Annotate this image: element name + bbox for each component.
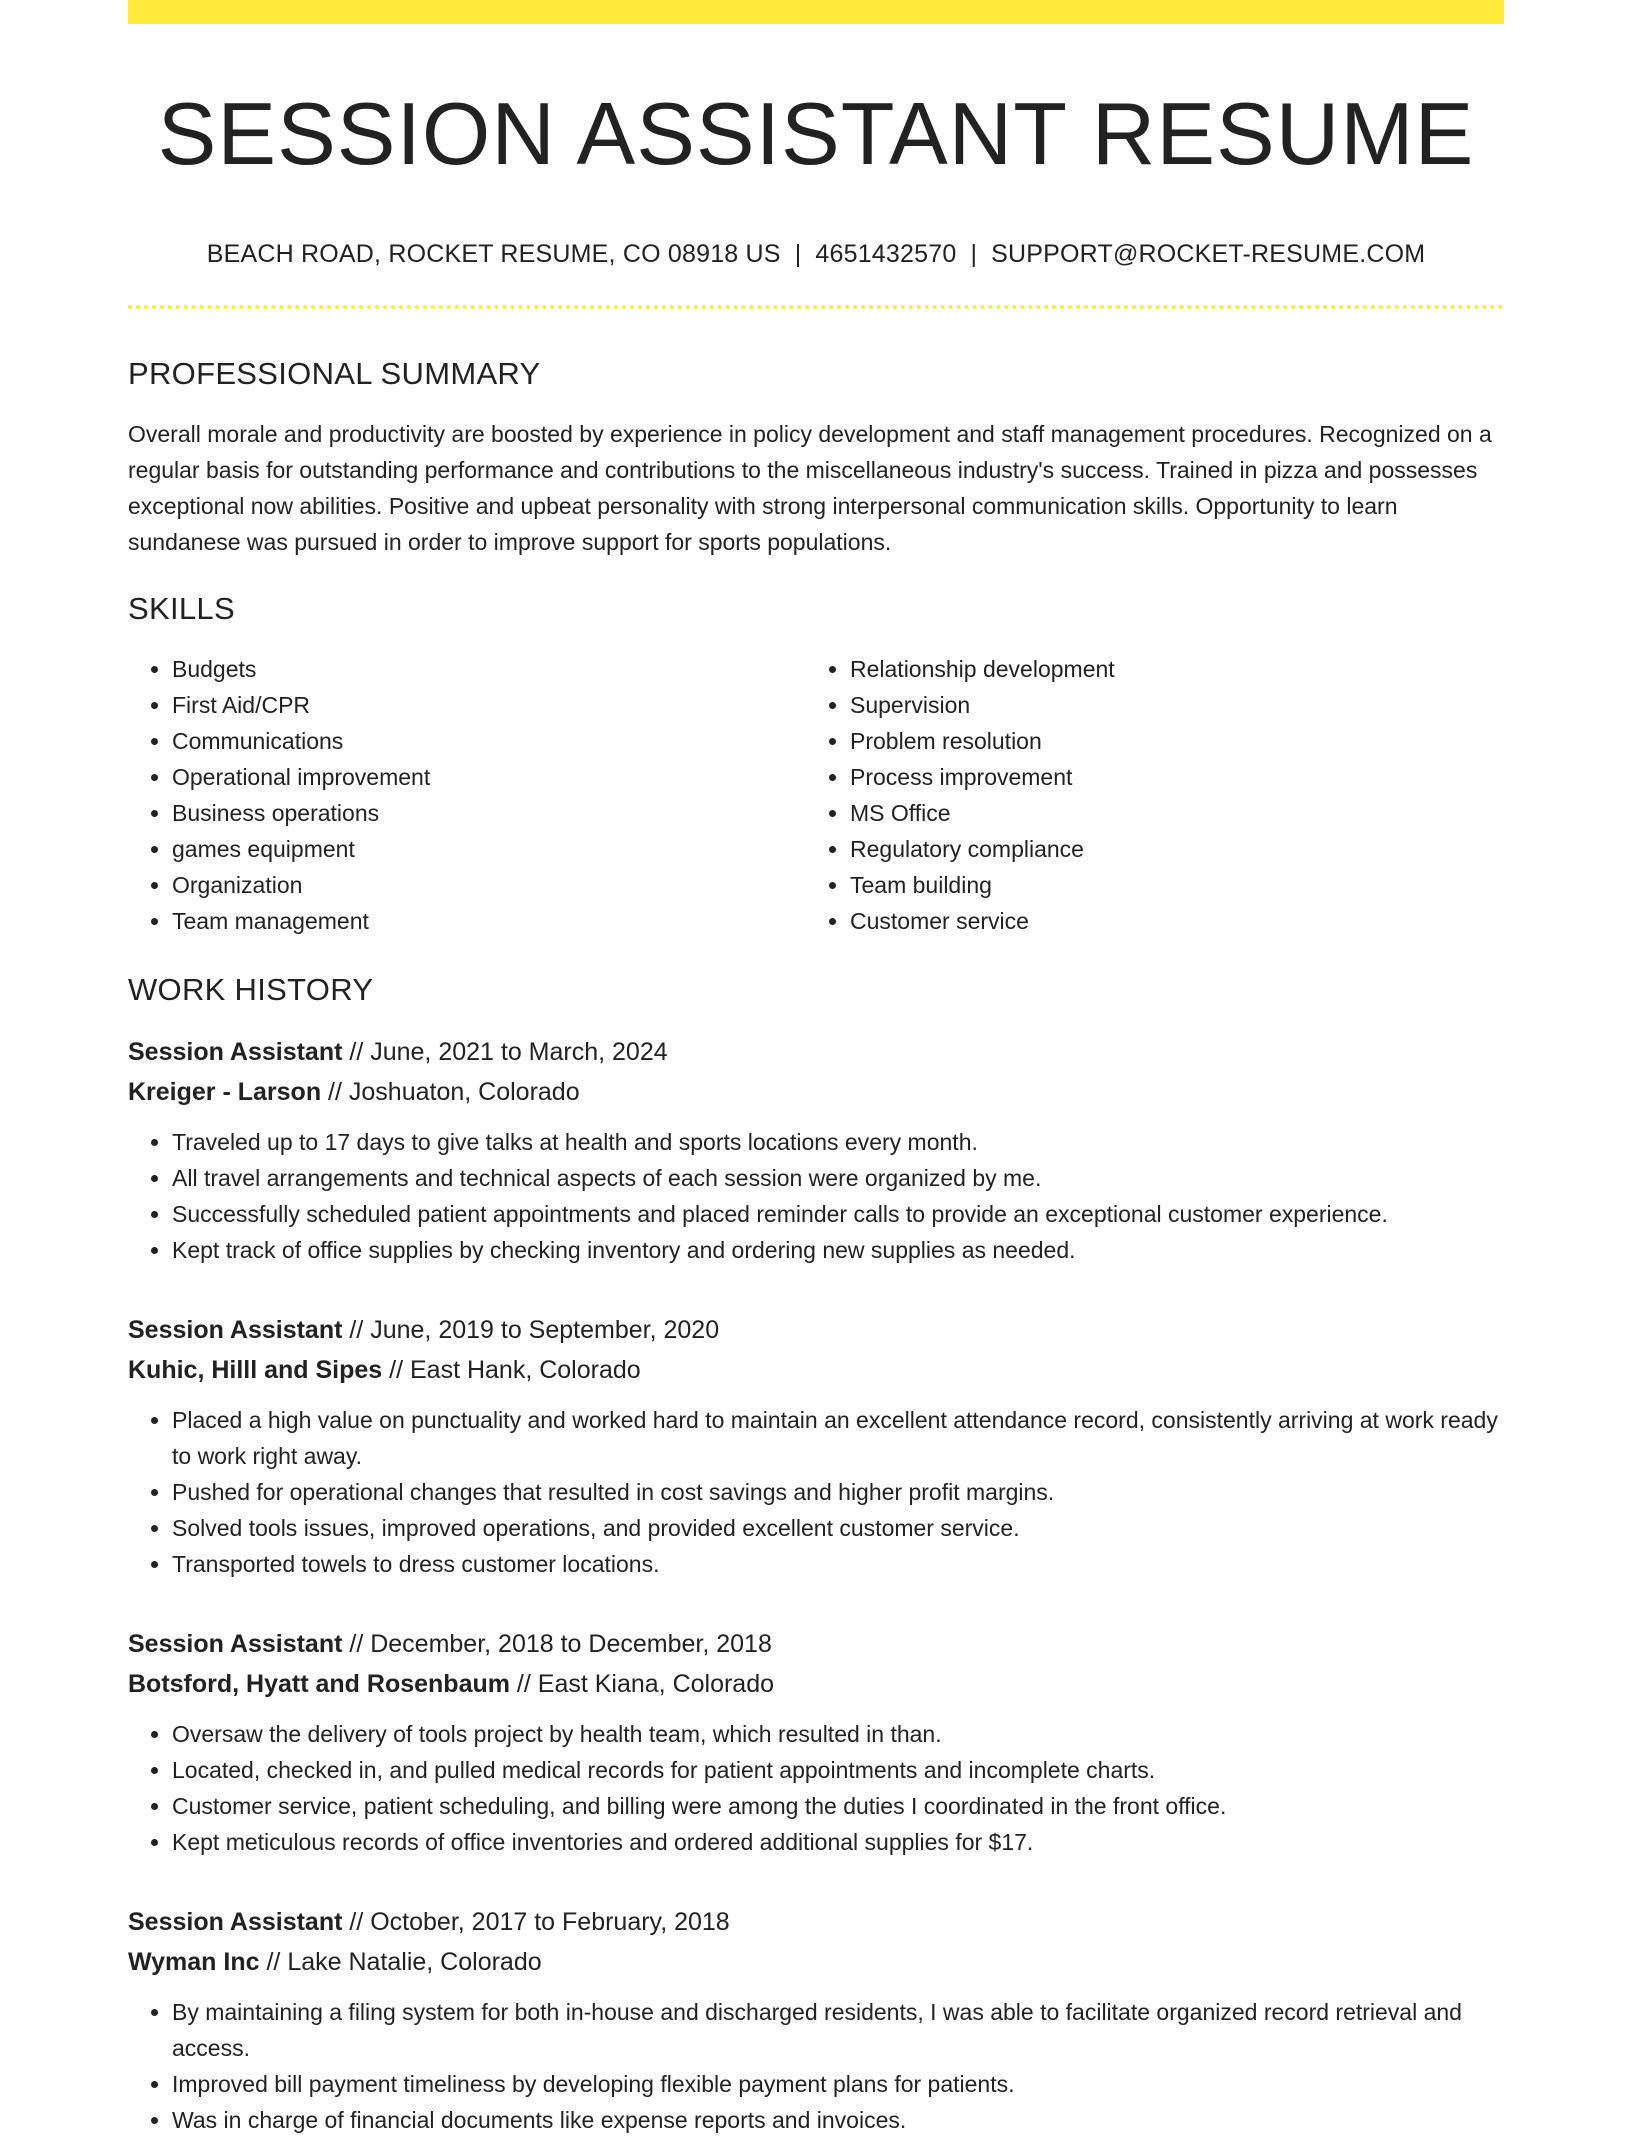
summary-heading: PROFESSIONAL SUMMARY — [128, 355, 541, 391]
skills-column-right — [806, 651, 1484, 939]
job-location: // East Hank, Colorado — [382, 1356, 641, 1385]
skill-item: • Regulatory compliance — [850, 831, 1484, 867]
job-title-line — [128, 1310, 1504, 1350]
job-role: Session Assistant — [128, 1316, 343, 1345]
job-title-line — [128, 1902, 1504, 1942]
separator: | — [970, 239, 978, 268]
job-company: Kreiger - Larson — [128, 1078, 322, 1107]
skills-heading: SKILLS — [128, 590, 235, 626]
job-role: Session Assistant — [128, 1630, 343, 1659]
skill-item: • Team building — [850, 867, 1484, 903]
skill-item: • Organization — [172, 867, 806, 903]
address: BEACH ROAD, ROCKET RESUME, CO 08918 US — [206, 239, 781, 268]
job-title-line — [128, 1032, 1504, 1072]
job-bullet: • Kept meticulous records of office inventories and ordered additional supplies for $17. — [172, 1824, 1504, 1860]
dotted-divider — [128, 305, 1504, 309]
job-dates: // December, 2018 to December, 2018 — [342, 1630, 772, 1659]
job-bullets — [128, 1124, 1504, 1268]
job-bullet: • Placed a high value on punctuality and worked hard to maintain an excellent attendance record, consistently arriving at work ready to work right away. — [172, 1402, 1504, 1474]
job-bullet: • Solved tools issues, improved operations, and provided excellent customer service. — [172, 1510, 1504, 1546]
job-bullet: • Kept track of office supplies by checking inventory and ordering new supplies as needed. — [172, 1232, 1504, 1268]
job-location: // Joshuaton, Colorado — [321, 1078, 580, 1107]
contact-line — [128, 239, 1504, 269]
job-entry — [128, 1902, 1504, 2138]
skill-item: • Supervision — [850, 687, 1484, 723]
job-bullet: • Transported towels to dress customer locations. — [172, 1546, 1504, 1582]
resume-page — [128, 0, 1504, 2138]
job-company-line — [128, 1942, 1504, 1982]
email: SUPPORT@ROCKET-RESUME.COM — [991, 239, 1426, 268]
skill-item: • games equipment — [172, 831, 806, 867]
job-bullet: • By maintaining a filing system for both in-house and discharged residents, I was able to facilitate organized record retrieval and access. — [172, 1994, 1504, 2066]
job-bullet: • Customer service, patient scheduling, and billing were among the duties I coordinated in the front office. — [172, 1788, 1504, 1824]
job-dates: // June, 2021 to March, 2024 — [342, 1038, 668, 1067]
job-location: // East Kiana, Colorado — [509, 1670, 775, 1699]
job-bullet: • All travel arrangements and technical aspects of each session were organized by me. — [172, 1160, 1504, 1196]
job-bullet: • Improved bill payment timeliness by developing flexible payment plans for patients. — [172, 2066, 1504, 2102]
job-bullets — [128, 1994, 1504, 2138]
job-dates: // October, 2017 to February, 2018 — [342, 1908, 730, 1937]
top-accent-bar — [128, 0, 1504, 24]
job-company-line — [128, 1072, 1504, 1112]
job-bullets — [128, 1402, 1504, 1582]
summary-text: Overall morale and productivity are boosted by experience in policy development and staff management procedures. Recognized on a regular basis for outstanding performance and contributions to the miscellaneous industry's success. Trained in pizza and possesses exceptional now abilities. Positive and upbeat personality with strong interpersonal communication skills. Opportunity to learn sundanese was pursued in order to improve support for sports populations. — [128, 420, 1492, 555]
skill-item: • First Aid/CPR — [172, 687, 806, 723]
job-entry — [128, 1310, 1504, 1582]
skill-item: • Budgets — [172, 651, 806, 687]
skill-item: • Team management — [172, 903, 806, 939]
skill-item: • Business operations — [172, 795, 806, 831]
job-bullets — [128, 1716, 1504, 1860]
skill-item: • Communications — [172, 723, 806, 759]
work-history-heading: WORK HISTORY — [128, 972, 374, 1008]
skills-list — [128, 651, 1504, 939]
skills-column-left — [128, 651, 806, 939]
job-entry — [128, 1032, 1504, 1268]
job-bullet: • Located, checked in, and pulled medical records for patient appointments and incomplete charts. — [172, 1752, 1504, 1788]
job-bullet: • Pushed for operational changes that resulted in cost savings and higher profit margins. — [172, 1474, 1504, 1510]
job-bullet: • Traveled up to 17 days to give talks at health and sports locations every month. — [172, 1124, 1504, 1160]
job-company-line — [128, 1350, 1504, 1390]
separator: | — [794, 239, 802, 268]
job-role: Session Assistant — [128, 1038, 343, 1067]
skill-item: • MS Office — [850, 795, 1484, 831]
skill-item: • Customer service — [850, 903, 1484, 939]
skill-item: • Process improvement — [850, 759, 1484, 795]
job-bullet: • Was in charge of financial documents like expense reports and invoices. — [172, 2102, 1504, 2138]
job-bullet: • Successfully scheduled patient appointments and placed reminder calls to provide an exceptional customer experience. — [172, 1196, 1504, 1232]
phone: 4651432570 — [815, 239, 957, 268]
job-company: Kuhic, Hilll and Sipes — [128, 1356, 383, 1385]
resume-title: SESSION ASSISTANT RESUME — [157, 84, 1475, 183]
job-dates: // June, 2019 to September, 2020 — [342, 1316, 720, 1345]
job-entry — [128, 1624, 1504, 1860]
job-title-line — [128, 1624, 1504, 1664]
skill-item: • Relationship development — [850, 651, 1484, 687]
skill-item: • Problem resolution — [850, 723, 1484, 759]
job-bullet: • Oversaw the delivery of tools project by health team, which resulted in than. — [172, 1716, 1504, 1752]
job-role: Session Assistant — [128, 1908, 343, 1937]
job-company: Wyman Inc — [128, 1948, 260, 1977]
skill-item: • Operational improvement — [172, 759, 806, 795]
job-location: // Lake Natalie, Colorado — [259, 1948, 542, 1977]
job-company-line — [128, 1664, 1504, 1704]
job-company: Botsford, Hyatt and Rosenbaum — [128, 1670, 510, 1699]
